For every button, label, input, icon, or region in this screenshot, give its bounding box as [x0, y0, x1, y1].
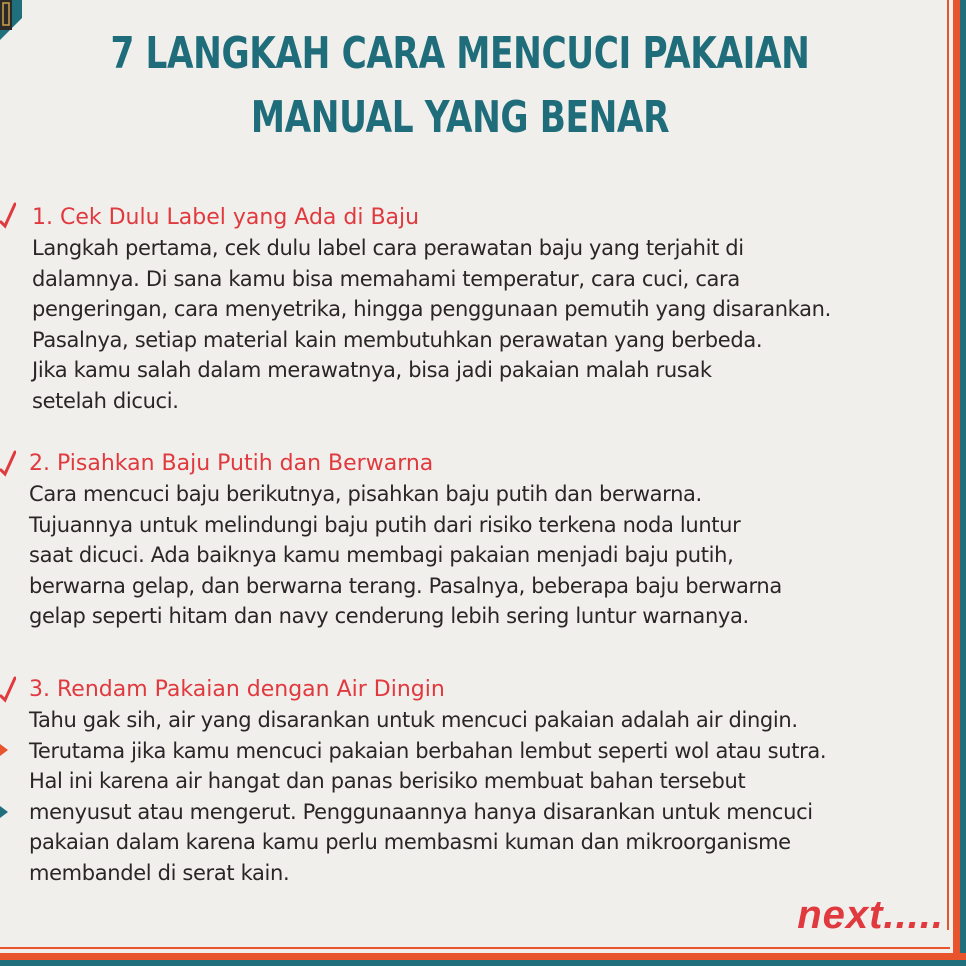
section-1-line: pengeringan, cara menyetrika, hingga penggunaan pemutih yang disarankan. — [32, 297, 831, 321]
title-line-2: MANUAL YANG BENAR — [250, 92, 670, 143]
title-line-1: 7 LANGKAH CARA MENCUCI PAKAIAN — [110, 28, 810, 79]
section-1-line: Jika kamu salah dalam merawatnya, bisa jadi pakaian malah rusak — [32, 358, 712, 382]
section-2-line: saat dicuci. Ada baiknya kamu membagi pakaian menjadi baju putih, — [29, 543, 734, 567]
frame-right-teal — [960, 0, 966, 966]
checkmark-icon — [0, 674, 16, 704]
section-2-line: Tujuannya untuk melindungi baju putih dari risiko terkena noda luntur — [29, 512, 741, 537]
corner-ornament — [0, 0, 22, 40]
arrow-right-icon — [0, 744, 8, 756]
section-1 — [32, 203, 952, 416]
section-3-heading: 3. Rendam Pakaian dengan Air Dingin — [29, 677, 445, 702]
section-3-line: pakaian dalam karena kamu perlu membasmi kuman dan mikroorganisme — [29, 830, 791, 854]
section-3-line: Terutama jika kamu mencuci pakaian berbahan lembut seperti wol atau sutra. — [29, 738, 827, 763]
frame-bottom-teal — [0, 960, 966, 966]
section-3-line: membandel di serat kain. — [29, 860, 290, 885]
section-2-heading: 2. Pisahkan Baju Putih dan Berwarna — [29, 451, 434, 476]
section-1-line: setelah dicuci. — [32, 388, 179, 413]
section-1-line: dalamnya. Di sana kamu bisa memahami temperatur, cara cuci, cara — [32, 266, 740, 291]
section-2-line: berwarna gelap, dan berwarna terang. Pasalnya, beberapa baju berwarna — [29, 573, 782, 598]
section-1-heading: 1. Cek Dulu Label yang Ada di Baju — [32, 205, 420, 230]
section-3-line: Hal ini karena air hangat dan panas berisiko membuat bahan tersebut — [29, 769, 746, 793]
section-2 — [29, 449, 949, 632]
frame-bottom-line — [0, 947, 950, 949]
next-link: next..... — [797, 893, 944, 937]
section-1-line: Langkah pertama, cek dulu label cara perawatan baju yang terjahit di — [32, 236, 744, 260]
frame-right-orange — [953, 0, 960, 966]
page-title — [101, 22, 819, 150]
checkmark-icon — [0, 200, 16, 230]
section-3 — [29, 675, 949, 888]
section-2-line: Cara mencuci baju berikutnya, pisahkan baju putih dan berwarna. — [29, 482, 702, 506]
arrow-right-icon — [0, 806, 8, 818]
checkmark-icon — [0, 448, 16, 478]
section-1-line: Pasalnya, setiap material kain membutuhkan perawatan yang berbeda. — [32, 327, 763, 352]
section-2-line: gelap seperti hitam dan navy cenderung lebih sering luntur warnanya. — [29, 604, 749, 628]
section-3-line: menyusut atau mengerut. Penggunaannya hanya disarankan untuk mencuci — [29, 799, 813, 824]
frame-bottom-orange — [0, 953, 966, 960]
section-3-line: Tahu gak sih, air yang disarankan untuk mencuci pakaian adalah air dingin. — [29, 708, 798, 732]
